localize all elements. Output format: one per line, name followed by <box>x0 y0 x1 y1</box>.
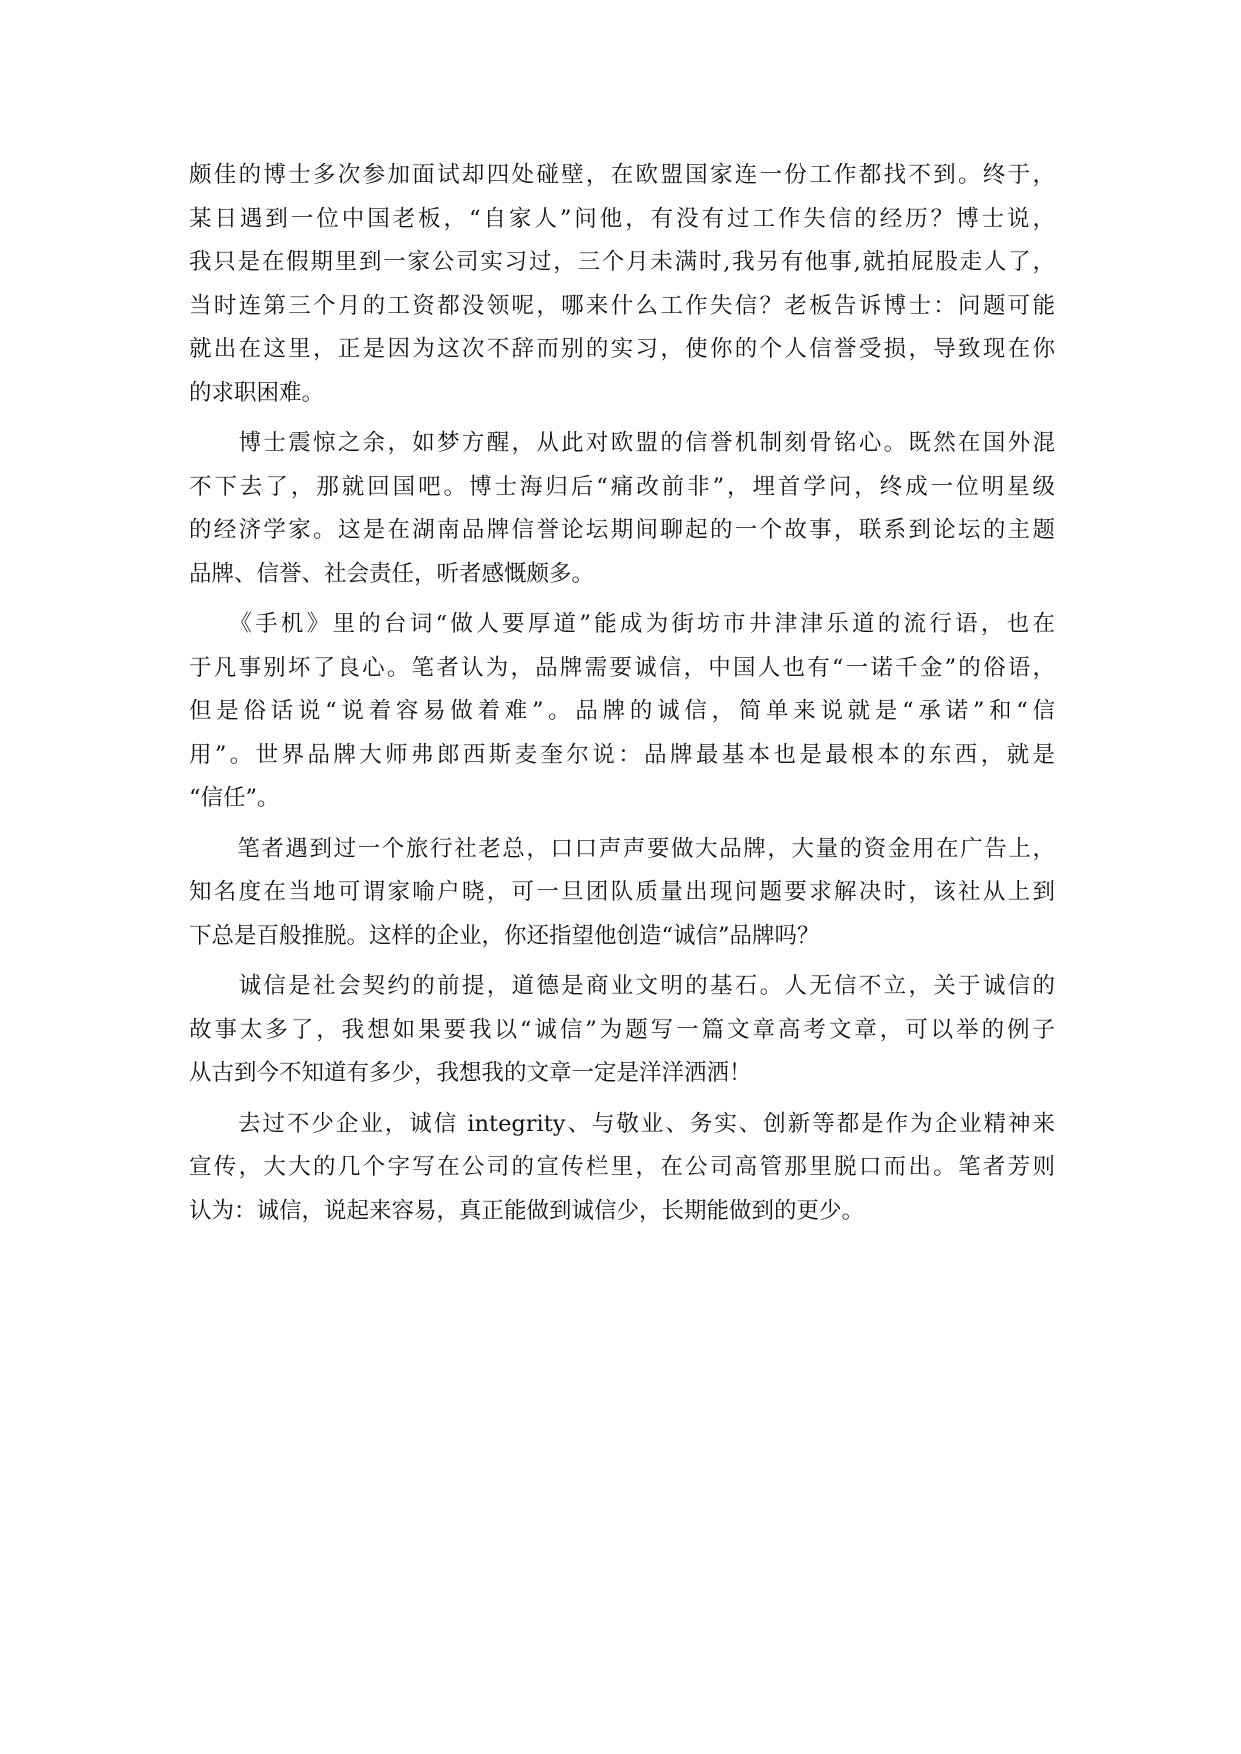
text-line: 去过不少企业，诚信 integrity、与敬业、务实、创新等都是作为企业精神来 <box>189 1110 1055 1137</box>
text-line: 当时连第三个月的工资都没领呢，哪来什么工作失信？老板告诉博士：问题可能 <box>189 292 1055 319</box>
text-line: 用”。世界品牌大师弗郎西斯麦奎尔说：品牌最基本也是最根本的东西，就是 <box>189 741 1055 768</box>
text-line: 某日遇到一位中国老板，“自家人”问他，有没有过工作失信的经历？博士说， <box>189 205 1055 232</box>
text-line: 诚信是社会契约的前提，道德是商业文明的基石。人无信不立，关于诚信的 <box>189 973 1055 999</box>
text-line: 知名度在当地可谓家喻户晓，可一旦团队质量出现问题要求解决时，该社从上到 <box>189 879 1055 905</box>
text-line: 我只是在假期里到一家公司实习过，三个月未满时,我另有他事,就拍屁股走人了， <box>189 249 1055 275</box>
text-line: 《手机》里的台词“做人要厚道”能成为街坊市井津津乐道的流行语，也在 <box>189 611 1055 637</box>
text-line: 品牌、信誉、社会责任，听者感慨颇多。 <box>189 560 595 587</box>
text-line: 宣传，大大的几个字写在公司的宣传栏里，在公司高管那里脱口而出。笔者芳则 <box>189 1154 1055 1180</box>
text-line: 故事太多了，我想如果要我以“诚信”为题写一篇文章高考文章，可以举的例子 <box>189 1016 1055 1043</box>
paragraph-6 <box>189 1103 1055 1234</box>
text-line: 于凡事别坏了良心。笔者认为，品牌需要诚信，中国人也有“一诺千金”的俗语， <box>189 654 1055 681</box>
text-line: 不下去了，那就回国吧。博士海归后“痛改前非”，埋首学问，终成一位明星级 <box>189 473 1055 500</box>
text-line: 就出在这里，正是因为这次不辞而别的实习，使你的个人信誉受损，导致现在你 <box>189 336 1055 362</box>
paragraph-5 <box>189 965 1055 1096</box>
paragraph-4 <box>189 828 1055 959</box>
paragraph-3 <box>189 603 1055 821</box>
text-line: 颇佳的博士多次参加面试却四处碰壁，在欧盟国家连一份工作都找不到。终于， <box>189 162 1055 188</box>
paragraph-1 <box>189 154 1055 415</box>
text-line: “信任”。 <box>189 785 280 811</box>
text-line: 从古到今不知道有多少，我想我的文章一定是洋洋洒洒！ <box>189 1060 752 1086</box>
document-page <box>189 154 1055 1240</box>
text-line: 的求职困难。 <box>189 379 325 406</box>
text-line: 笔者遇到过一个旅行社老总，口口声声要做大品牌，大量的资金用在广告上， <box>189 835 1055 862</box>
text-line: 下总是百般推脱。这样的企业，你还指望他创造“诚信”品牌吗？ <box>189 922 820 949</box>
text-line: 博士震惊之余，如梦方醒，从此对欧盟的信誉机制刻骨铭心。既然在国外混 <box>189 430 1055 456</box>
text-line: 的经济学家。这是在湖南品牌信誉论坛期间聊起的一个故事，联系到论坛的主题 <box>189 517 1055 543</box>
text-line: 认为：诚信，说起来容易，真正能做到诚信少，长期能做到的更少。 <box>189 1197 865 1224</box>
paragraph-2 <box>189 422 1055 596</box>
text-line: 但是俗话说“说着容易做着难”。品牌的诚信，简单来说就是“承诺”和“信 <box>189 698 1055 724</box>
